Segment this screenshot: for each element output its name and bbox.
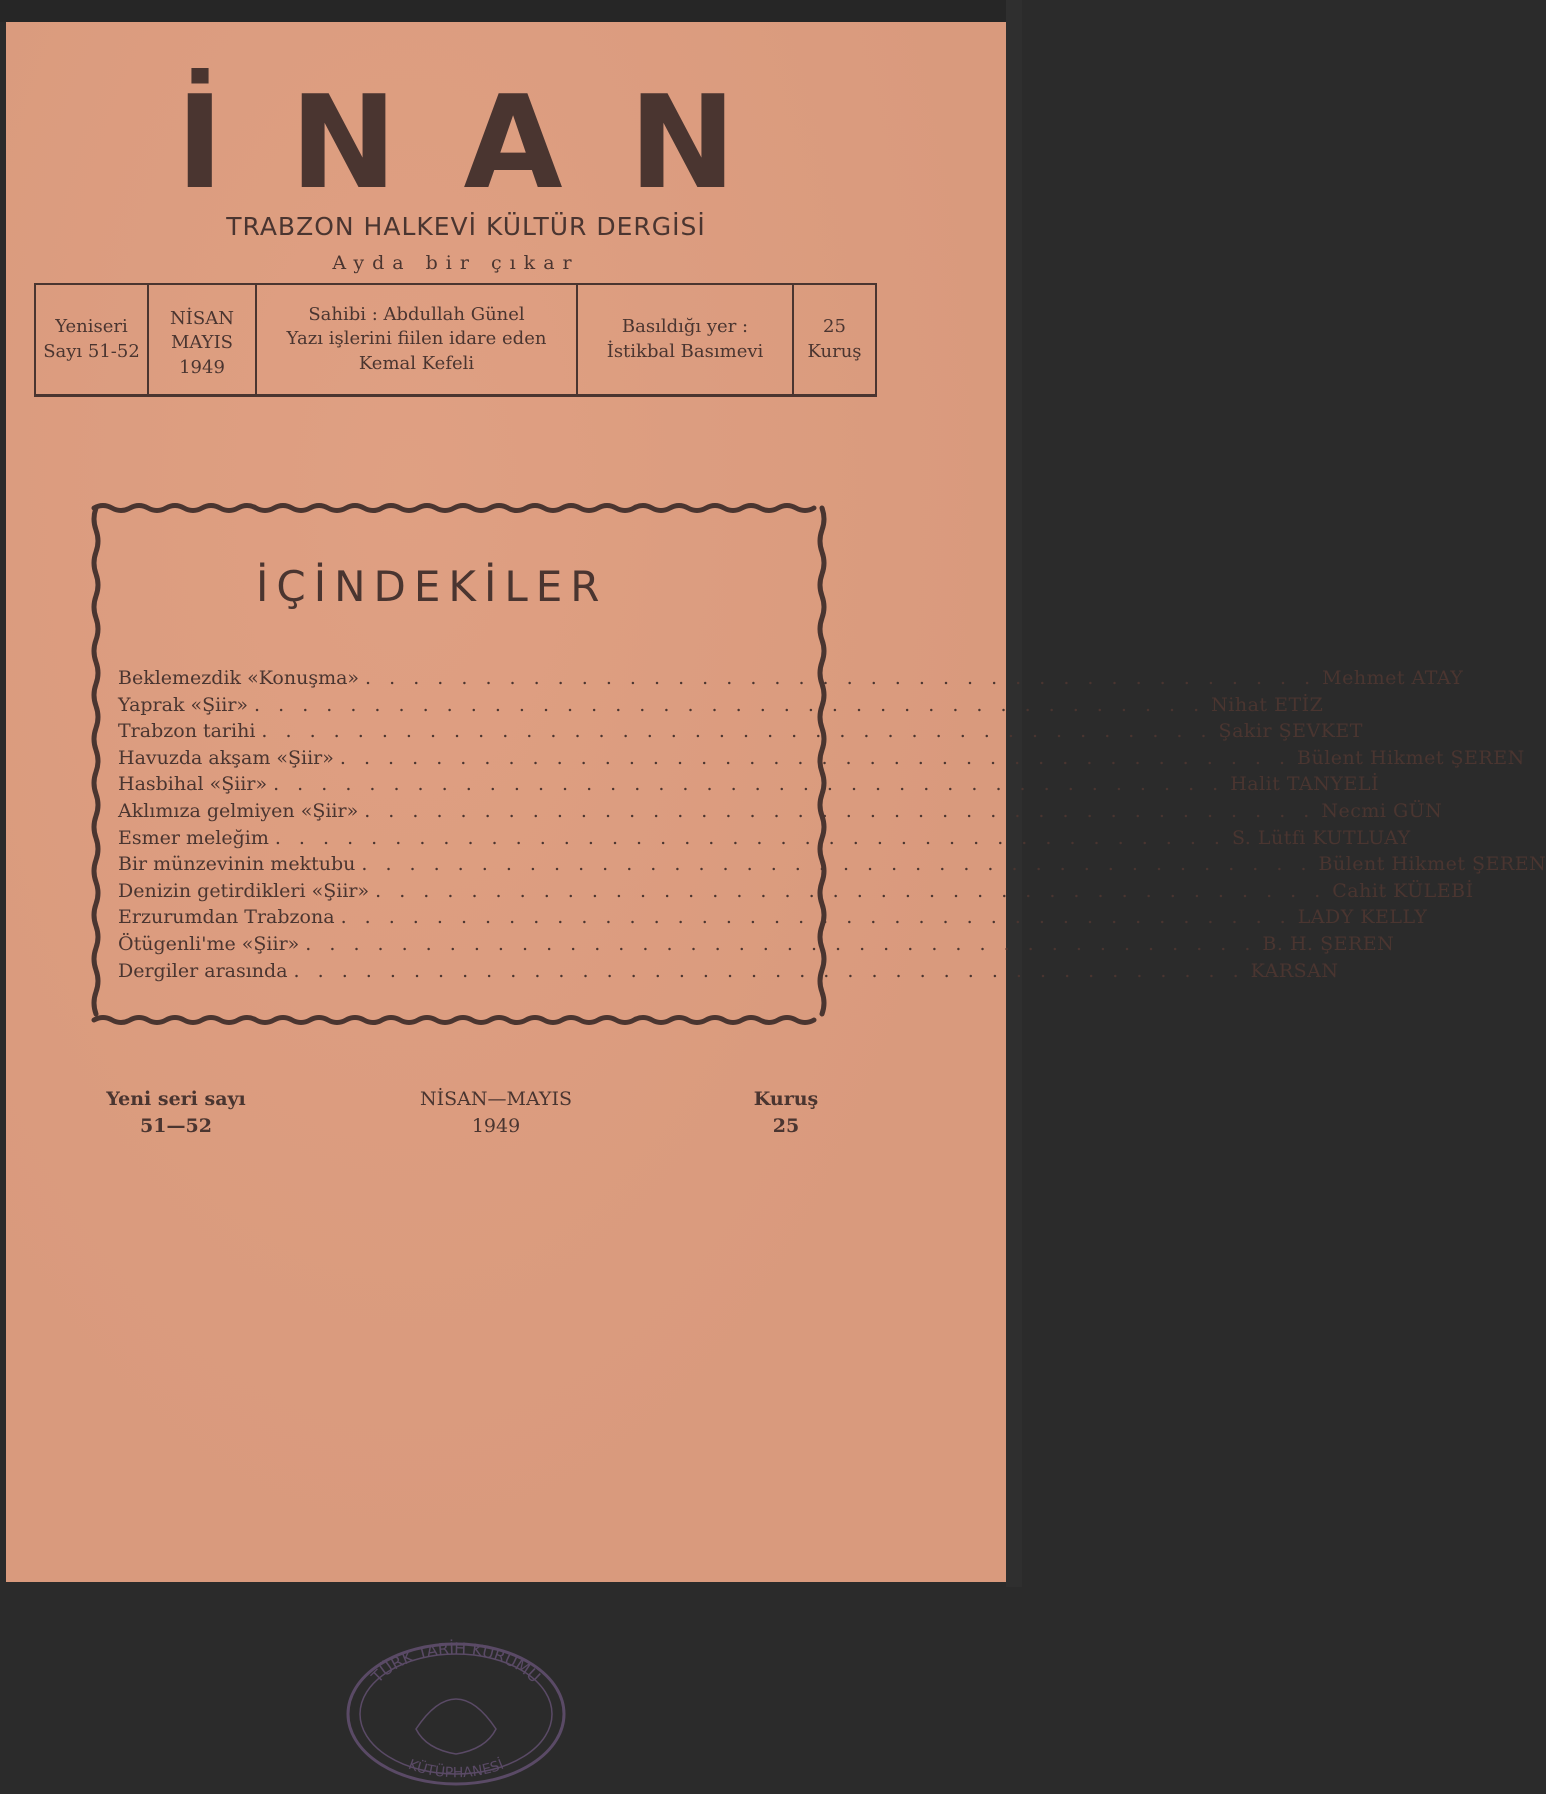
contents-item [118, 667, 1464, 694]
contents-item-author: KARSAN [1250, 959, 1339, 982]
contents-item-title: Hasbihal «Şiir» [118, 773, 268, 796]
contents-item [118, 720, 1363, 747]
contents-item [118, 693, 1324, 721]
footer-series [96, 1086, 256, 1139]
owner-cell [257, 285, 578, 394]
masthead-letter: A [463, 69, 563, 218]
footer-price [736, 1086, 836, 1139]
contents-item-author: Nihat ETİZ [1211, 693, 1324, 716]
contents-item-title: Esmer meleğim [118, 826, 269, 849]
footer-months: NİSAN—MAYIS [420, 1088, 572, 1110]
price-currency: Kuruş [807, 340, 862, 362]
magazine-cover [6, 22, 1546, 1782]
dot-leader: . . . . . . . . . . . . . . . . . . . . . . . . . . . . . . . . . . . . . . . . [340, 906, 1292, 929]
contents-item [118, 853, 1546, 880]
footer-currency: Kuruş [753, 1088, 819, 1110]
year: 1949 [179, 356, 225, 378]
printer-name: İstikbal Basımevi [606, 340, 764, 362]
contents-item-title: Erzurumdan Trabzona [118, 906, 335, 929]
contents-item-title: Ötügenli'me «Şiir» [118, 932, 300, 955]
dot-leader: . . . . . . . . . . . . . . . . . . . . . . . . . . . . . . . . . . . . . . . . [375, 879, 1327, 902]
month-1: NİSAN [170, 308, 234, 330]
contents-item-author: Bülent Hikmet ŞEREN [1318, 853, 1546, 876]
dot-leader: . . . . . . . . . . . . . . . . . . . . . . . . . . . . . . . . . . . . . . . . [254, 693, 1206, 716]
contents-item [118, 879, 1474, 907]
footer-series-label: Yeni seri sayı [106, 1088, 246, 1110]
printer-cell [578, 285, 794, 394]
contents-item [118, 773, 1379, 800]
contents-item-title: Havuzda akşam «Şiir» [118, 746, 334, 769]
footer-year: 1949 [471, 1114, 521, 1137]
library-stamp [336, 1634, 576, 1794]
price-cell [794, 285, 875, 394]
series-label: Yeniseri [55, 316, 128, 338]
stamp-text-bottom: KÜTÜPHANESİ [406, 1756, 507, 1782]
publication-frequency: Ayda bir çıkar [332, 252, 580, 274]
contents-list [118, 667, 1546, 986]
magazine-subtitle: TRABZON HALKEVİ KÜLTÜR DERGİSİ [226, 212, 706, 241]
issue-label: Sayı 51-52 [43, 340, 140, 362]
border-left [94, 508, 98, 1014]
contents-item-title: Beklemezdik «Konuşma» [118, 667, 360, 689]
dot-leader: . . . . . . . . . . . . . . . . . . . . . . . . . . . . . . . . . . . . . . . . [261, 720, 1213, 743]
contents-item-author: S. Lütfi KUTLUAY [1231, 826, 1411, 849]
month-2: MAYIS [170, 332, 234, 354]
dot-leader: . . . . . . . . . . . . . . . . . . . . . . . . . . . . . . . . . . . . . . . . [274, 826, 1226, 849]
contents-title: İÇİNDEKİLER [256, 562, 608, 611]
masthead-title [176, 58, 736, 218]
dot-leader: . . . . . . . . . . . . . . . . . . . . . . . . . . . . . . . . . . . . . . . . [364, 799, 1316, 822]
dot-leader: . . . . . . . . . . . . . . . . . . . . . . . . . . . . . . . . . . . . . . . . [365, 667, 1317, 689]
editor-name: Kemal Kefeli [358, 352, 475, 374]
contents-item-author: Mehmet ATAY [1322, 667, 1464, 689]
masthead-letter: N [628, 69, 736, 218]
contents-item [118, 932, 1395, 960]
contents-item [118, 959, 1339, 987]
stamp-emblem [416, 1699, 496, 1754]
footer-series-number: 51—52 [140, 1114, 212, 1137]
contents-item-title: Bir münzevinin mektubu [118, 853, 356, 876]
dot-leader: . . . . . . . . . . . . . . . . . . . . . . . . . . . . . . . . . . . . . . . . [339, 746, 1292, 769]
contents-item-title: Dergiler arasında [118, 959, 288, 982]
dot-leader: . . . . . . . . . . . . . . . . . . . . . . . . . . . . . . . . . . . . . . . . [293, 959, 1245, 982]
contents-item-title: Trabzon tarihi [118, 720, 256, 743]
date-cell [149, 285, 257, 394]
scan-top-edge [0, 0, 1022, 22]
dot-leader: . . . . . . . . . . . . . . . . . . . . . . . . . . . . . . . . . . . . . . . . [361, 853, 1313, 876]
contents-item [118, 906, 1428, 933]
printed-label: Basıldığı yer : [621, 316, 749, 338]
masthead-letter: İ [176, 69, 224, 218]
publication-info-table [34, 283, 877, 397]
contents-item [118, 826, 1411, 854]
footer-price-value: 25 [772, 1114, 800, 1137]
contents-item-author: Cahit KÜLEBİ [1332, 879, 1474, 902]
contents-item-title: Denizin getirdikleri «Şiir» [118, 879, 370, 902]
dot-leader: . . . . . . . . . . . . . . . . . . . . . . . . . . . . . . . . . . . . . . . . [273, 773, 1225, 796]
contents-item-author: Şakir ŞEVKET [1218, 720, 1363, 743]
contents-item-author: Halit TANYELİ [1230, 773, 1379, 796]
footer-info [96, 1086, 826, 1146]
editor-line: Yazı işlerini fiilen idare eden [286, 328, 547, 350]
contents-item-title: Aklımıza gelmiyen «Şiir» [118, 799, 359, 822]
border-top [94, 506, 814, 511]
stamp-text-top: TÜRK TARİH KURUMU [367, 1638, 545, 1687]
contents-item-author: B. H. ŞEREN [1262, 932, 1395, 955]
contents-item-author: Bülent Hikmet ŞEREN [1297, 746, 1525, 769]
contents-item [118, 746, 1525, 774]
dot-leader: . . . . . . . . . . . . . . . . . . . . . . . . . . . . . . . . . . . . . . . . [305, 932, 1257, 955]
contents-item [118, 799, 1443, 827]
price-value: 25 [823, 316, 846, 338]
border-bottom [94, 1018, 814, 1023]
masthead-letter: N [289, 69, 398, 218]
contents-item-title: Yaprak «Şiir» [118, 693, 249, 716]
contents-item-author: Necmi GÜN [1321, 799, 1443, 822]
footer-date [396, 1086, 596, 1139]
contents-item-author: LADY KELLY [1297, 906, 1428, 929]
owner-text: Sahibi : Abdullah Günel [308, 304, 525, 326]
series-cell [36, 285, 149, 394]
